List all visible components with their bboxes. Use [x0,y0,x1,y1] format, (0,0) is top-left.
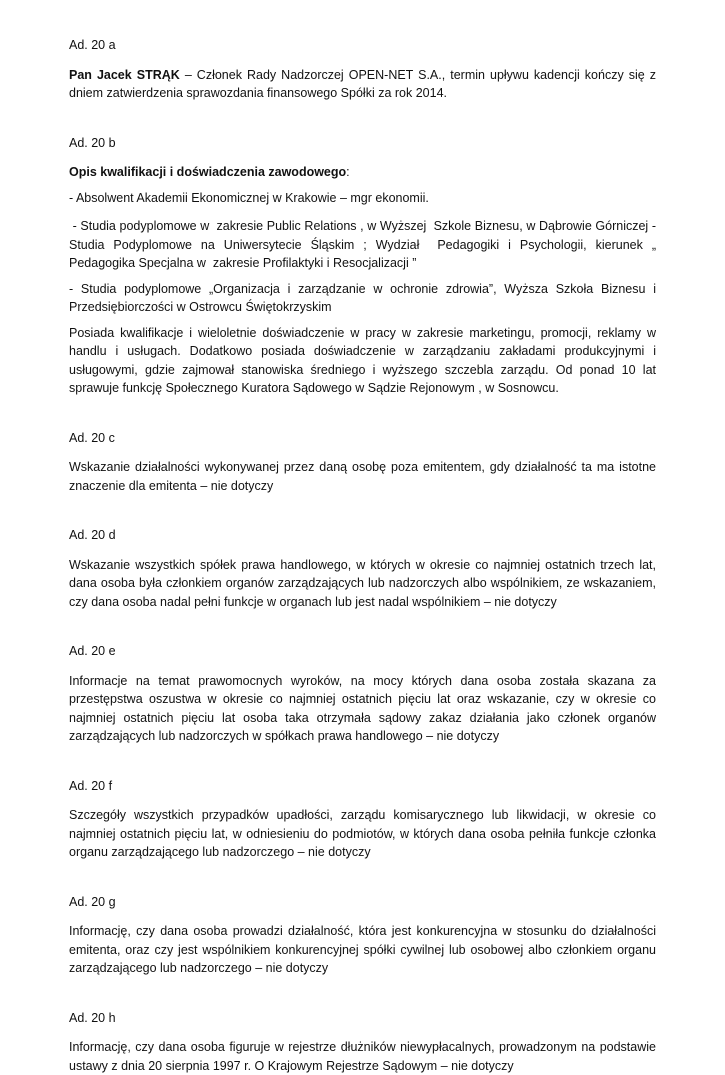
section-d-text: Wskazanie wszystkich spółek prawa handlowego, w których w okresie co najmniej ostatnich trzech lat, dana osoba była członkiem organów zarządzających lub nadzorczych albo wspólnikiem, ze wskazaniem, czy dana osoba nadal pełni funkcje w organach lub jest nadal wspólnikiem – nie dotyczy [69,557,656,609]
qualifications-heading [69,163,656,182]
section-heading-g: Ad. 20 g [69,894,116,909]
person-name: Pan Jacek STRĄK [69,67,180,82]
section-a-paragraph [69,66,656,103]
section-heading-e: Ad. 20 e [69,644,116,658]
section-heading-f: Ad. 20 f [69,778,113,793]
document-page [69,36,660,1075]
section-e-text: Informacje na temat prawomocnych wyroków, na mocy których dana osoba została skazana za przestępstwa oszustwa w okresie co najmniej ostatnich pięciu lat oraz wskazanie, czy w okresie co najmniej ostatnich pięciu lat osoba taka otrzymała sądowy zakaz działania jako członek organów zarządzających lub nadzorczych w spółkach prawa handlowego – nie dotyczy [69,673,656,743]
section-heading-d: Ad. 20 d [69,528,116,542]
section-heading-h: Ad. 20 h [69,1010,116,1025]
qualification-item-1: - Absolwent Akademii Ekonomicznej w Krakowie – mgr ekonomii. [69,190,429,205]
section-f-text: Szczegóły wszystkich przypadków upadłości, zarządu komisarycznego lub likwidacji, w okresie co najmniej ostatnich pięciu lat, w odniesieniu do podmiotów, w których dana osoba pełniła funkcje członka organu zarządzającego lub nadzorczego – nie dotyczy [69,808,656,859]
qualification-summary: Posiada kwalifikacje i wieloletnie doświadczenie w pracy w zakresie marketingu, promocji, reklamy w handlu i usługach. Dodatkowo posiada doświadczenie w zarządzaniu zakładami produkcyjnymi i usługowymi, gdzie zajmował stanowiska średniego i wyższego szczebla zarządu. Od ponad 10 lat sprawuje funkcję Społecznego Kuratora Sądowego w Sądzie Rejonowym , w Sosnowcu. [69,325,656,395]
qualifications-colon: : [346,165,350,179]
qualification-item-2: - Studia podyplomowe w zakresie Public Relations , w Wyższej Szkole Biznesu, w Dąbrowie Górniczej - Studia Podyplomowe na Uniwersytecie Śląskim ; Wydział Pedagogiki i Psychologii, kierunek „ Pedagogika Specjalna w zakresie Profilaktyki i Resocjalizacji ” [69,219,660,270]
section-c-text: Wskazanie działalności wykonywanej przez daną osobę poza emitentem, gdy działalność ta ma istotne znaczenie dla emitenta – nie dotyczy [69,460,656,493]
qualifications-title: Opis kwalifikacji i doświadczenia zawodowego [69,165,347,179]
section-heading-b: Ad. 20 b [69,135,116,150]
section-a-text: – Członek Rady Nadzorczej OPEN-NET S.A., termin upływu kadencji kończy się z dniem zatwierdzenia sprawozdania finansowego Spółki za rok 2014. [69,67,656,100]
section-heading-a: Ad. 20 a [69,38,116,52]
qualification-item-3: - Studia podyplomowe „Organizacja i zarządzanie w ochronie zdrowia”, Wyższa Szkoła Biznesu i Przedsiębiorczości w Ostrowcu Świętokrzyskim [69,281,656,314]
section-g-text: Informację, czy dana osoba prowadzi działalność, która jest konkurencyjna w stosunku do działalności emitenta, oraz czy jest wspólnikiem konkurencyjnej spółki cywilnej lub osobowej albo członkiem organu zarządzającego lub nadzorczego – nie dotyczy [69,924,656,975]
section-h-text: Informację, czy dana osoba figuruje w rejestrze dłużników niewypłacalnych, prowadzonym na podstawie ustawy z dnia 20 sierpnia 1997 r. O Krajowym Rejestrze Sądowym – nie dotyczy [69,1040,656,1073]
section-heading-c: Ad. 20 c [69,430,115,445]
